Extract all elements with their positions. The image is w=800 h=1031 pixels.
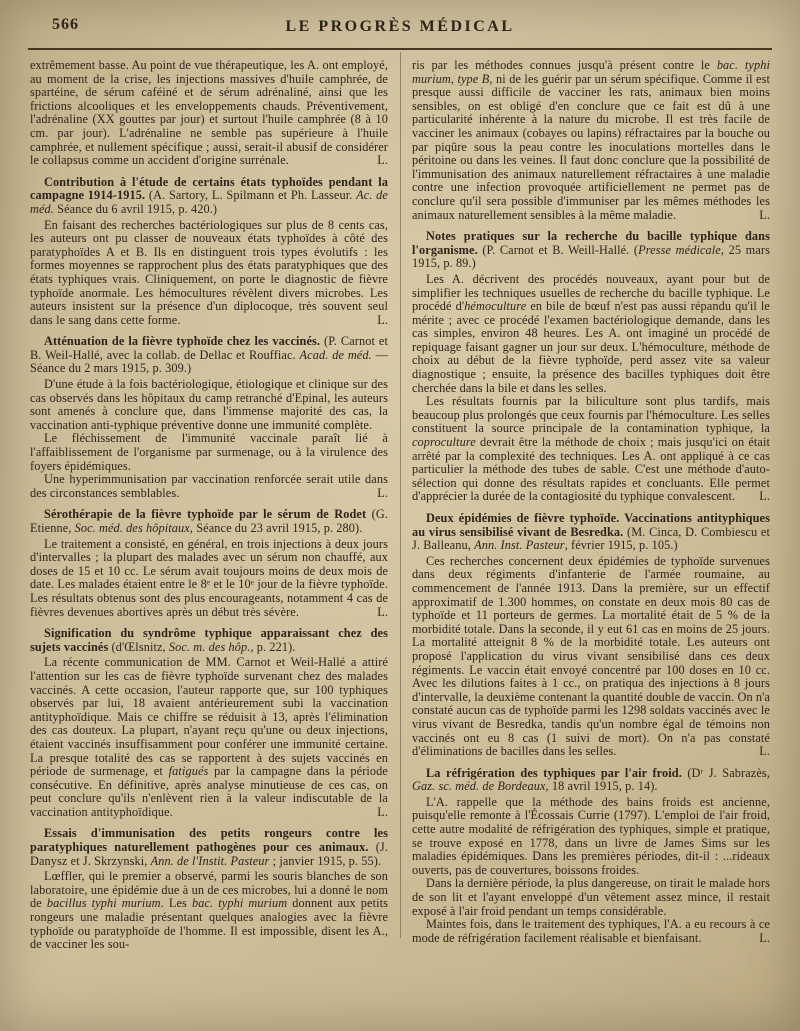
article-heading: La réfrigération des typhiques par l'air froid. (Dʳ J. Sabrazès, Gaz. sc. méd. de Bordeaux, 18 avril 1915, p. 14). <box>412 765 770 794</box>
article-heading: Atténuation de la fièvre typhoïde chez les vaccinés. (P. Carnot et B. Weil-Hallé, avec la collab. de Dellac et Rouffiac. Acad. de méd. — Séance du 2 mars 1915, p. 309.) <box>30 334 388 376</box>
reviewer-initial: L. <box>759 489 770 504</box>
article-paragraph: Maintes fois, dans le traitement des typhiques, l'A. a eu recours à ce mode de réfrigération facilement réalisable et bienfaisant. L. <box>412 917 770 945</box>
column-divider <box>400 52 401 938</box>
article-heading: Essais d'immunisation des petits rongeurs contre les paratyphiques naturellement pathogènes pour ces animaux. (J. Danysz et J. Skrzynski, Ann. de l'Instit. Pasteur ; janvier 1915, p. 55). <box>30 826 388 868</box>
article-paragraph: Le fléchissement de l'immunité vaccinale paraît lié à l'affaiblissement de l'organisme par surmenage, ou à la virulence des foyers épidémiques. <box>30 431 388 473</box>
article-heading: Sérothérapie de la fièvre typhoïde par le sérum de Rodet (G. Etienne, Soc. méd. des hôpitaux, Séance du 23 avril 1915, p. 280). <box>30 507 389 535</box>
reviewer-initial: L. <box>377 485 388 500</box>
page-header <box>0 0 800 44</box>
page-number: 566 <box>52 16 79 33</box>
article-paragraph: Lœffler, qui le premier a observé, parmi les souris blanches de son laboratoire, une épidémie due à un de ces microbes, lui a donné le nom de bacillus typhi murium. Les bac. typhi murium donnent aux petits rongeurs une maladie présentant quelques analogies avec la fièvre typhoïde ou paratyphoïde de l'homme. Il est impossible, disent les A., de vacciner les sou- <box>30 869 389 952</box>
article-paragraph: Dans la dernière période, la plus dangereuse, on tirait le malade hors de son lit et l'ayant enveloppé d'un vêtement assez mince, il restait exposé à l'air froid pendant un temps considérable. <box>412 876 771 918</box>
reviewer-initial: L. <box>759 930 770 945</box>
article-paragraph: Les A. décrivent des procédés nouveaux, ayant pour but de simplifier les techniques usuelles de recherche du bacille typhique. Le procédé d'hémoculture en bile de bœuf n'est pas aussi répandu qu'il le mérite ; avec ce procédé l'examen bactériologique demande, dans les cas simples, environ 48 heures. Les A. ont imaginé un procédé de repiquage faisant gagner un jour sur deux. L'hémoculture, méthode de choix au début de la fièvre typhoïde, perd assez vite sa valeur diagnostique ; ensuite, la présence des bacilles typhiques doit être cherchée dans la bile et dans les selles. <box>412 271 770 395</box>
heading-lead: Signification du syndrôme typhique apparaissant chez des sujets vaccinés <box>30 626 388 654</box>
heading-lead: Deux épidémies de fièvre typhoïde. Vaccinations antityphiques au virus sensibilisé vivant de Besredka. <box>412 511 770 539</box>
heading-lead: Contribution à l'étude de certains états typhoïdes pendant la campagne 1914-1915. <box>30 174 388 203</box>
article-heading: Contribution à l'étude de certains états typhoïdes pendant la campagne 1914-1915. (A. Sartory, L. Spilmann et Ph. Lasseur. Ac. de méd. Séance du 6 avril 1915, p. 420.) <box>30 174 388 216</box>
reviewer-initial: L. <box>759 744 770 759</box>
article-paragraph: extrêmement basse. Au point de vue thérapeutique, les A. ont employé, au moment de la crise, les injections massives d'huile camphrée, de spartéine, de sérum caféiné et de sérum adrénaliné, ainsi que les frictions alcooliques et les enveloppements chauds. Préventivement, l'adrénaline (XX gouttes par jour) et surtout l'huile camphrée (8 à 10 cm. par jour). L'adrénaline ne semble pas supérieure à l'huile camphrée, et nullement spécifique ; aussi, serait-il abusif de considérer le collapsus comme un accident d'origine surrénale. L. <box>30 58 388 168</box>
article-heading: Deux épidémies de fièvre typhoïde. Vaccinations antityphiques au virus sensibilisé vivant de Besredka. (M. Cinca, D. Combiescu et J. Balleanu, Ann. Inst. Pasteur, février 1915, p. 105.) <box>412 511 770 553</box>
article-paragraph: Une hyperimmunisation par vaccination renforcée serait utile dans des circonstances semblables. L. <box>30 472 388 500</box>
column-left <box>30 59 388 952</box>
article-paragraph: Ces recherches concernent deux épidémies de typhoïde survenues dans deux régiments d'infanterie de l'armée roumaine, au commencement de l'année 1913. Dans la première, sur un effectif approximatif de 1.300 hommes, on constate en deux mois 80 cas de typhoïde et 11 porteurs de germes. La mortalité était de 5 % de la morbidité totale. Dans la seconde, il y eut 61 cas en moins de 25 jours. La mortalité atteignit 8 % de la morbidité totale. Les auteurs ont proposé l'application du virus vivant sensibilisé dans ces deux régiments. Le vaccin était envoyé concentré par 100 doses en 10 cc. Avec les dilutions faites à 1 cc., on pratiqua des injections à 8 jours d'intervalle, la deuxième contenant la quantité double de vaccin. On n'a constaté aucun cas de typhoïde parmi les 1298 soldats vaccinés avec le virus vivant de Besredka, tandis qu'un nombre égal de témoins non vaccinés ont eu 8 cas (1 suivi de mort). On n'a pas constaté d'éliminations de bacilles dans les selles. L. <box>412 553 770 759</box>
journal-title: LE PROGRÈS MÉDICAL <box>285 18 515 35</box>
article-paragraph: ris par les méthodes connues jusqu'à présent contre le bac. typhi murium, type B, ni de les guérir par un sérum spécifique. Comme il est presque aussi difficile de vacciner les rats, animaux bien moins sensibles, on est obligé d'en conclure que ce fait est dû à une particularité inhérente à la nature du microbe. Il est très facile de vacciner les animaux (cobayes ou lapins) réfractaires par la bouche ou par piqûre sous la peau contre les inoculations mortelles dans le péritoine ou dans les veines. Il faut donc conclure que la possibilité de l'immunisation des animaux naturellement réfractaires à une maladie contre une infection provoquée artificiellement ne permet pas de conclure qu'il sera possible d'immuniser par les mêmes méthodes les animaux naturellement sensibles à la même maladie. L. <box>412 58 770 222</box>
reviewer-initial: L. <box>377 804 388 819</box>
heading-lead: Essais d'immunisation des petits rongeurs contre les paratyphiques naturellement pathogènes pour ces animaux. <box>30 826 388 855</box>
article-paragraph: En faisant des recherches bactériologiques sur plus de 8 cents cas, les auteurs ont pu classer de nouveaux états typhoïdes à côté des paratyphoïdes A et B. Ils en distinguent trois types évolutifs : les formes moyennes se rapprochent plus des états paratyphiques que des états typhiques vrais. Cliniquement, on porte le diagnostic de fièvre typhoïde anormale. Les hémocultures révèlent divers microbes. Les auteurs insistent sur la présence d'un diplocoque, très souvent seul dans le sang dans cette forme. L. <box>30 217 388 327</box>
reviewer-initial: L. <box>377 312 388 327</box>
reviewer-initial: L. <box>377 153 388 168</box>
article-paragraph: La récente communication de MM. Carnot et Weil-Hallé a attiré l'attention sur les cas de fièvre typhoïde survenant chez des malades vaccinés. A cette occasion, l'auteur rapporte que, sur 100 typhiques observés par lui, 18 avaient antérieurement subi la vaccination antityphoïdique. Mais ce chiffre se réduisit à 13, après l'élimination des cas douteux. La plupart, n'ayant reçu qu'une ou deux injections, étaient vaccinés insuffisamment pour conférer une immunité certaine. La presque totalité des cas se rapportent à des sujets vaccinés en période de surmenage, et fatigués par la campagne dans la période consécutive. En définitive, après analyse minutieuse de ces cas, on peut conclure qu'ils n'enlèvent rien à la valeur indiscutable de la vaccination antityphoïdique. L. <box>30 655 388 819</box>
article-paragraph: Les résultats fournis par la biliculture sont plus tardifs, mais beaucoup plus prolongés que ceux fournis par l'hémoculture. Les selles constituent la source principale de la contamination typhique, la coproculture devrait être la méthode de choix ; mais jusqu'ici on était arrêté par la complexité des techniques. Les A. ont appliqué à ce cas particulier la méthode des tubes de sable. C'est une méthode d'auto-sélection qui donne des résultats rapides et concluants. Elle permet d'apprécier la durée de la contagiosité du typhique convalescent. L. <box>412 394 770 504</box>
article-paragraph: L'A. rappelle que la méthode des bains froids est ancienne, puisqu'elle remonte à l'Écossais Currie (1797). L'emploi de l'air froid, cette autre modalité de réfrigération des typhiques, simple et pratique, se trouve exposé en 1778, dans un livre de James Sims sur les maladies épidémiques. Dans les premières périodes, dit-il : ...rideaux ouverts, pas de couvertures, boissons froides. <box>412 794 770 877</box>
text-columns <box>0 50 800 952</box>
column-right <box>412 59 770 952</box>
article-heading: Notes pratiques sur la recherche du bacille typhique dans l'organisme. (P. Carnot et B. Weill-Hallé. (Presse médicale, 25 mars 1915, p. 89.) <box>412 229 770 271</box>
reviewer-initial: L. <box>759 207 770 222</box>
heading-lead: Notes pratiques sur la recherche du bacille typhique dans l'organisme. <box>412 229 770 257</box>
article-heading: Signification du syndrôme typhique apparaissant chez des sujets vaccinés (d'Œlsnitz, Soc. m. des hôp., p. 221). <box>30 626 388 654</box>
article-paragraph: Le traitement a consisté, en général, en trois injections à deux jours d'intervalles ; la plupart des malades avec un sérum non chauffé, aux doses de 15 et 10 cc. Le sérum avait toujours moins de deux mois de date. Les malades étaient entre le 8ᵉ et le 10ᵉ jour de la fièvre typhoïde. Les résultats obtenus sont des plus encourageants, notamment 4 cas de fièvres devenues abortives après un début très sévère. L. <box>30 536 388 619</box>
heading-lead: La réfrigération des typhiques par l'air froid. <box>426 765 682 780</box>
heading-lead: Sérothérapie de la fièvre typhoïde par le sérum de Rodet <box>44 507 367 522</box>
heading-lead: Atténuation de la fièvre typhoïde chez les vaccinés. <box>44 334 321 349</box>
reviewer-initial: L. <box>377 604 388 619</box>
article-paragraph: D'une étude à la fois bactériologique, étiologique et clinique sur des cas observés dans les hôpitaux du camp retranché d'Epinal, les auteurs sont amenés à conclure que, dans l'immense majorité des cas, la vaccination anti-typhique préventive donne une immunité complète. <box>30 377 388 432</box>
